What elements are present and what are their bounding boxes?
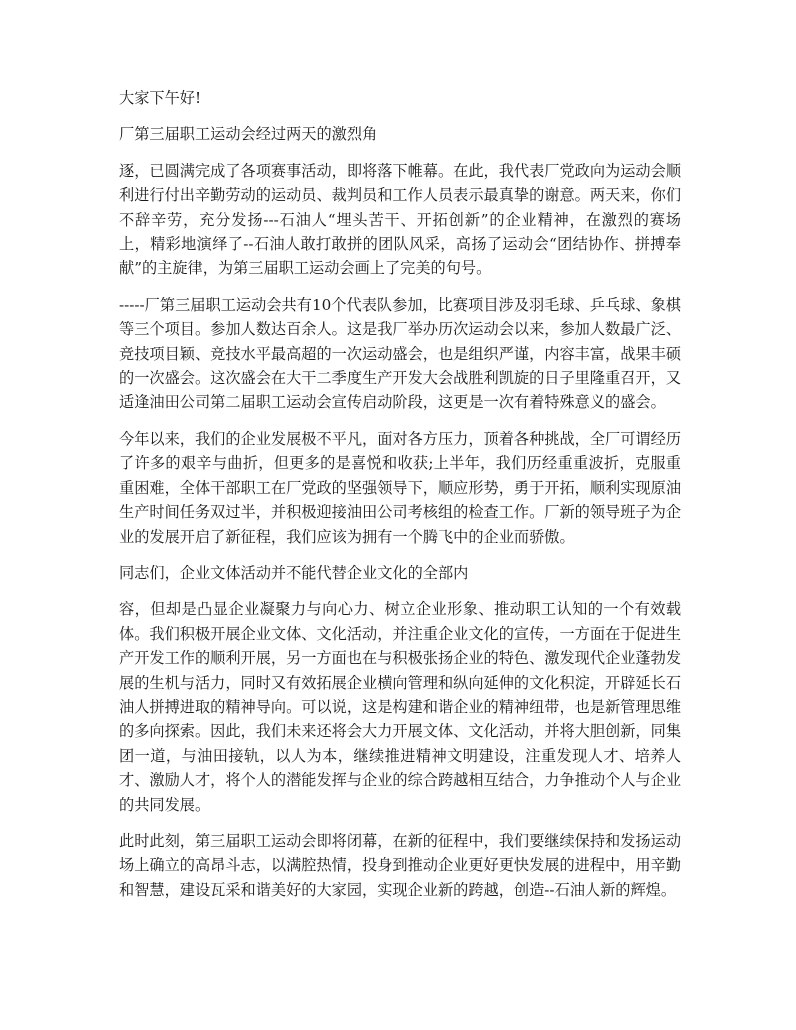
paragraph-thanks: 逐，已圆满完成了各项赛事活动，即将落下帷幕。在此，我代表厂党政向为运动会顺利进行付出辛勤劳动的运动员、裁判员和工作人员表示最真挚的谢意。两天来，你们不辞辛劳，充分发扬---石油人“埋头苦干、开拓创新”的企业精神，在激烈的赛场上，精彩地演绎了--石油人敢打敢拼的团队风采，高扬了运动会“团结协作、拼搏奉献”的主旋律，为第三届职工运动会画上了完美的句号。 xyxy=(119,161,681,278)
paragraph-year-review: 今年以来，我们的企业发展极不平凡，面对各方压力，顶着各种挑战，全厂可谓经历了许多的艰辛与曲折，但更多的是喜悦和收获;上半年，我们历经重重波折，克服重重困难，全体干部职工在厂党政的坚强领导下，顺应形势，勇于开拓，顺利实现原油生产时间任务双过半，并积极迎接油田公司考核组的检查工作。厂新的领导班子为企业的发展开启了新征程，我们应该为拥有一个腾飞中的企业而骄傲。 xyxy=(119,429,681,546)
paragraph-culture-line: 同志们，企业文体活动并不能代替企业文化的全部内 xyxy=(119,563,469,582)
paragraph-event-summary: -----厂第三届职工运动会共有10个代表队参加，比赛项目涉及羽毛球、乒乓球、象棋等三个项目。参加人数达百余人。这是我厂举办历次运动会以来，参加人数最广泛、竞技项目颖、竞技水平最高超的一次运动盛会，也是组织严谨，内容丰富，战果丰硕的一次盛会。这次盛会在大干二季度生产开发大会战胜利凯旋的日子里隆重召开，又适逢油田公司第二届职工运动会宣传启动阶段，这更是一次有着特殊意义的盛会。 xyxy=(119,295,681,412)
paragraph-intro-line: 厂第三届职工运动会经过两天的激烈角 xyxy=(119,125,378,144)
paragraph-culture: 容，但却是凸显企业凝聚力与向心力、树立企业形象、推动职工认知的一个有效载体。我们积极开展企业文体、文化活动，并注重企业文化的宣传，一方面在于促进生产开发工作的顺利开展，另一方面也在与积极张扬企业的特色、激发现代企业蓬勃发展的生机与活力，同时又有效拓展企业横向管理和纵向延伸的文化积淀，开辟延长石油人拼搏进取的精神导向。可以说，这是构建和谐企业的精神纽带，也是新管理思维的多向探索。因此，我们未来还将会大力开展文体、文化活动，并将大胆创新，同集团一道，与油田接轨，以人为本，继续推进精神文明建设，注重发现人才、培养人才、激励人才，将个人的潜能发挥与企业的综合跨越相互结合，力争推动个人与企业的共同发展。 xyxy=(119,600,681,814)
greeting: 大家下午好! xyxy=(119,89,202,107)
document-page xyxy=(119,86,681,914)
paragraph-closing: 此时此刻，第三届职工运动会即将闭幕，在新的征程中，我们要继续保持和发扬运动场上确立的高昂斗志，以满腔热情，投身到推动企业更好更快发展的进程中，用辛勤和智慧，建设瓦采和谐美好的大家园，实现企业新的跨越，创造--石油人新的辉煌。 xyxy=(119,831,681,899)
